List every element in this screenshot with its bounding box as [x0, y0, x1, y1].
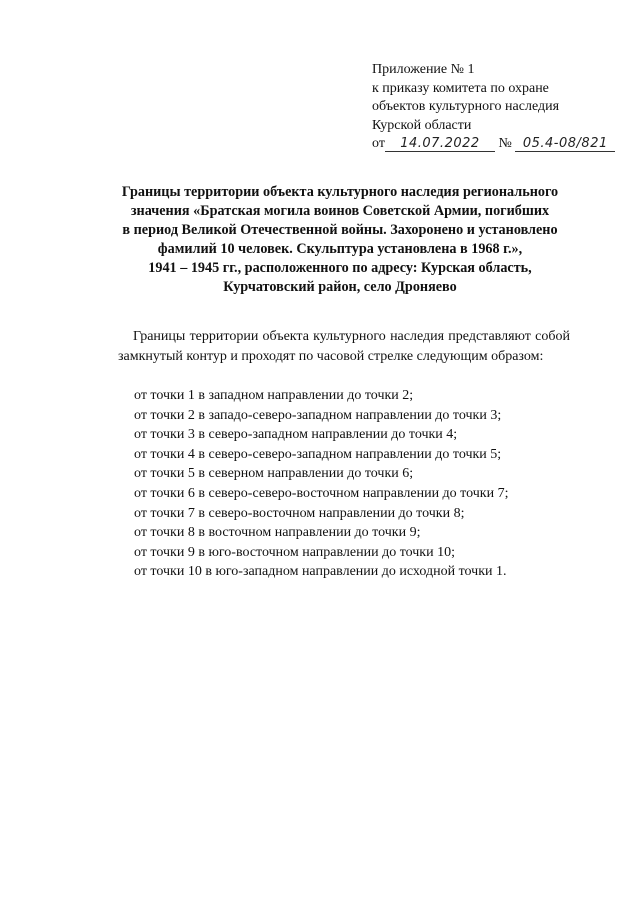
title-line: Курчатовский район, село Дроняево [223, 279, 457, 295]
title-line: в период Великой Отечественной войны. Захоронено и установлено [122, 222, 558, 238]
title-line: значения «Братская могила воинов Советской Армии, погибших [130, 203, 550, 219]
appendix-number: Приложение № 1 [372, 62, 475, 77]
boundary-points-list [134, 386, 508, 582]
intro-paragraph [118, 327, 570, 366]
boundary-point-item: от точки 3 в северо-западном направлении до точки 4; [134, 427, 458, 443]
boundary-point-item: от точки 1 в западном направлении до точки 2; [134, 388, 414, 403]
title-line: 1941 – 1945 гг., расположенного по адресу: Курская область, [148, 260, 532, 276]
boundary-point-item: от точки 4 в северо-северо-западном направлении до точки 5; [134, 446, 502, 462]
boundary-point-item: от точки 5 в северном направлении до точки 6; [134, 466, 414, 482]
number-prefix: № [498, 136, 512, 151]
boundary-point-item: от точки 6 в северо-северо-восточном направлении до точки 7; [134, 485, 509, 501]
appendix-committee: объектов культурного наследия [372, 99, 560, 114]
document-title [90, 183, 590, 297]
boundary-point-item: от точки 2 в западо-северо-западном направлении до точки 3; [134, 407, 502, 423]
title-line: Границы территории объекта культурного наследия регионального [121, 184, 559, 200]
boundary-point-item: от точки 7 в северо-восточном направлении до точки 8; [134, 505, 465, 521]
date-prefix: от [372, 136, 385, 151]
boundary-point-item: от точки 9 в юго-восточном направлении до точки 10; [134, 544, 455, 560]
appendix-header [372, 61, 615, 154]
boundary-point-item: от точки 10 в юго-западном направлении до исходной точки 1. [134, 564, 507, 580]
title-line: фамилий 10 человек. Скульптура установлена в 1968 г.», [157, 241, 523, 257]
appendix-region: Курской области [372, 117, 472, 133]
order-date-handwritten: 14.07.2022 [385, 137, 495, 152]
appendix-order-ref: к приказу комитета по охране [372, 80, 549, 96]
boundary-point-item: от точки 8 в восточном направлении до точки 9; [134, 525, 421, 541]
order-date-line [372, 135, 615, 154]
intro-text: Границы территории объекта культурного наследия представляют собой замкнутый контур и проходят по часовой стрелке следующим образом: [118, 329, 570, 364]
order-number-handwritten: 05.4-08/821 [515, 137, 615, 152]
